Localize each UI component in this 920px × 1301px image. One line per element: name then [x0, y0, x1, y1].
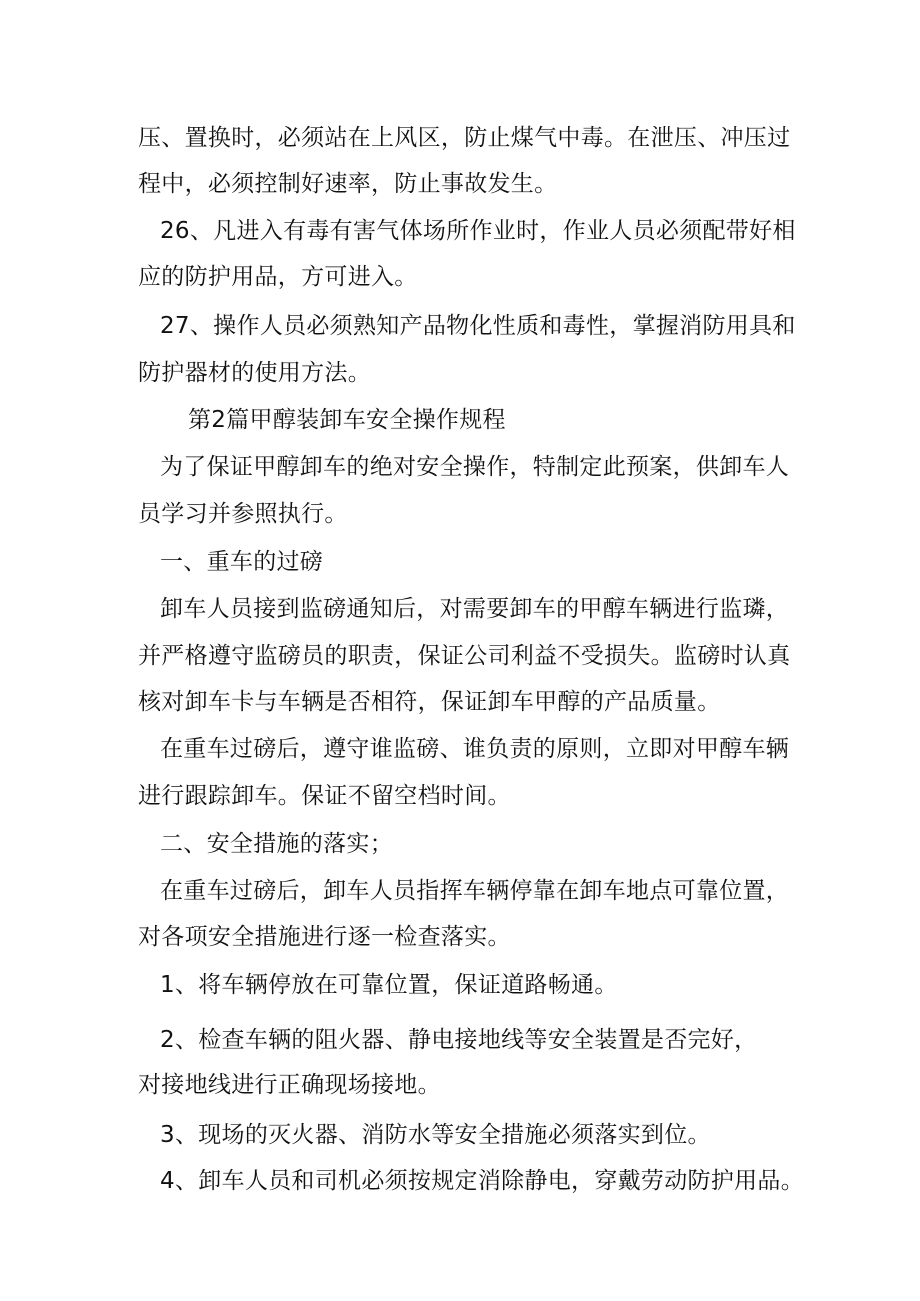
text-line: 进行跟踪卸车。保证不留空档时间。 — [138, 783, 511, 809]
text-line: 压、置换时，必须站在上风区，防止煤气中毒。在泄压、冲压过 — [138, 125, 791, 151]
text-line: 核对卸车卡与车辆是否相符，保证卸车甲醇的产品质量。 — [138, 689, 721, 715]
heading-1: 一、重车的过磅 — [160, 549, 324, 575]
text-line: 卸车人员接到监磅通知后，对需要卸车的甲醇车辆进行监璘， — [160, 596, 790, 622]
text-line: 26、凡进入有毒有害气体场所作业时，作业人员必须配带好相 — [160, 218, 796, 244]
text-line: 防护器材的使用方法。 — [138, 360, 371, 386]
list-item: 3、现场的灭火器、消防水等安全措施必须落实到位。 — [160, 1122, 711, 1148]
heading-2: 二、安全措施的落实； — [160, 831, 393, 857]
text-line: 员学习并参照执行。 — [138, 501, 348, 527]
section-title: 第2篇甲醇装卸车安全操作规程 — [188, 407, 506, 433]
list-item: 4、卸车人员和司机必须按规定消除静电，穿戴劳动防护用品。 — [160, 1168, 805, 1194]
list-item: 1、将车辆停放在可靠位置，保证道路畅通。 — [160, 972, 618, 998]
list-item: 2、检查车辆的阻火器、静电接地线等安全装置是否完好， — [160, 1027, 758, 1053]
text-line: 为了保证甲醇卸车的绝对安全操作，特制定此预案，供卸车人 — [160, 454, 790, 480]
text-line: 在重车过磅后，卸车人员指挥车辆停靠在卸车地点可靠位置， — [160, 878, 790, 904]
text-line: 程中，必须控制好速率，防止事故发生。 — [138, 171, 558, 197]
text-line: 应的防护用品，方可进入。 — [138, 264, 418, 290]
text-line: 27、操作人员必须熟知产品物化性质和毒性，掌握消防用具和 — [160, 313, 796, 339]
text-line: 并严格遵守监磅员的职责，保证公司利益不受损失。监磅时认真 — [138, 643, 791, 669]
text-line: 对接地线进行正确现场接地。 — [138, 1072, 441, 1098]
text-line: 对各项安全措施进行逐一检查落实。 — [138, 924, 511, 950]
text-line: 在重车过磅后，遵守谁监磅、谁负责的原则，立即对甲醇车辆 — [160, 736, 790, 762]
